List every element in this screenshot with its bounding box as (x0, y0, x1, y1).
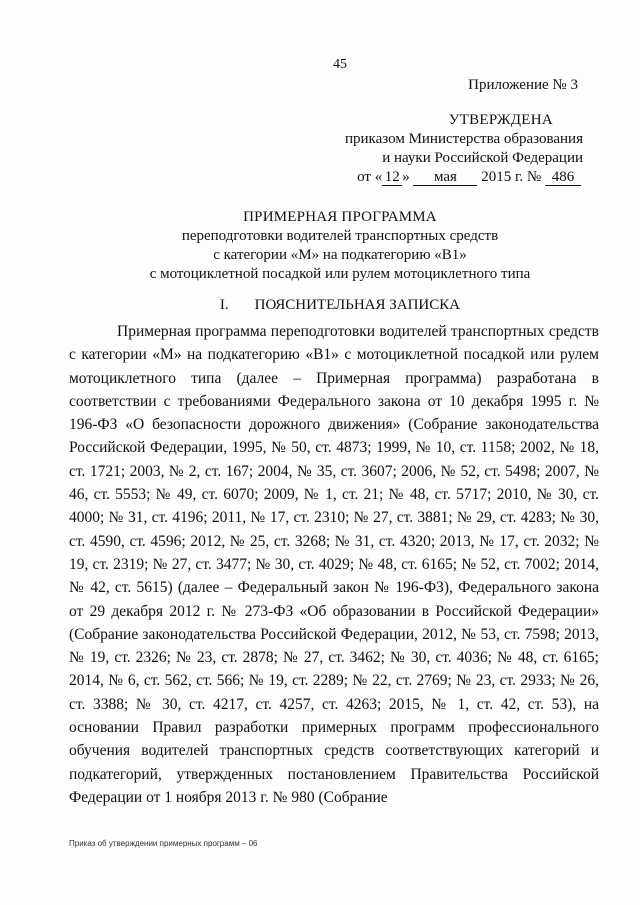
approval-line-2: и науки Российской Федерации (382, 150, 583, 166)
body-text (69, 320, 599, 809)
approval-line-1: приказом Министерства образования (345, 131, 583, 147)
approved-heading: УТВЕРЖДЕНА (448, 112, 553, 128)
approval-date-line (345, 168, 581, 187)
document-title (0, 208, 640, 284)
date-quote-close: » (402, 169, 410, 185)
date-year: 2015 г. № (481, 169, 542, 185)
title-line-1: переподготовки водителей транспортных средств (181, 228, 499, 244)
date-prefix: от « (357, 169, 383, 185)
section-title: ПОЯСНИТЕЛЬНАЯ ЗАПИСКА (254, 297, 461, 313)
section-number: I. (219, 297, 229, 313)
order-number: 486 (545, 169, 581, 186)
footer-note: Приказ об утверждении примерных программ – 06 (69, 839, 258, 848)
section-heading (0, 297, 640, 314)
title-line-2: с категории «М» на подкатегорию «В1» (213, 247, 467, 263)
body-paragraph: Примерная программа переподготовки водителей транспортных средств с категории «М» на подкатегорию «В1» с мотоциклетной посадкой или рулем мотоциклетного типа (далее – Примерная программа) разработана в соответствии с требованиями Федерального закона от 10 декабря 1995 г. № 196-ФЗ «О безопасности дорожного движения» (Собрание законодательства Российской Федерации, 1995, № 50, ст. 4873; 1999, № 10, ст. 1158; 2002, № 18, ст. 1721; 2003, № 2, ст. 167; 2004, № 35, ст. 3607; 2006, № 52, ст. 5498; 2007, № 46, ст. 5553; № 49, ст. 6070; 2009, № 1, ст. 21; № 48, ст. 5717; 2010, № 30, ст. 4000; № 31, ст. 4196; 2011, № 17, ст. 2310; № 27, ст. 3881; № 29, ст. 4283; № 30, ст. 4590, ст. 4596; 2012, № 25, ст. 3268; № 31, ст. 4320; 2013, № 17, ст. 2032; № 19, ст. 2319; № 27, ст. 3477; № 30, ст. 4029; № 48, ст. 6165; № 52, ст. 7002; 2014, № 42, ст. 5615) (далее – Федеральный закон № 196-ФЗ), Федерального закона от 29 декабря 2012 г. № 273-ФЗ «Об образовании в Российской Федерации» (Собрание законодательства Российской Федерации, 2012, № 53, ст. 7598; 2013, № 19, ст. 2326; № 23, ст. 2878; № 27, ст. 3462; № 30, ст. 4036; № 48, ст. 6165; 2014, № 6, ст. 562, ст. 566; № 19, ст. 2289; № 22, ст. 2769; № 23, ст. 2933; № 26, ст. 3388; № 30, ст. 4217, ст. 4257, ст. 4263; 2015, № 1, ст. 42, ст. 53), на основании Правил разработки примерных программ профессионального обучения водителей транспортных средств соответствующих категорий и подкатегорий, утвержденных постановлением Правительства Российской Федерации от 1 ноября 2013 г. № 980 (Собрание (69, 323, 599, 806)
date-month: мая (413, 169, 477, 186)
appendix-label: Приложение № 3 (468, 77, 578, 93)
approval-block (345, 76, 583, 187)
page-number: 45 (333, 57, 347, 72)
title-main: ПРИМЕРНАЯ ПРОГРАММА (243, 209, 437, 225)
date-day: 12 (382, 169, 402, 186)
title-line-3: с мотоциклетной посадкой или рулем мотоциклетного типа (149, 266, 531, 282)
